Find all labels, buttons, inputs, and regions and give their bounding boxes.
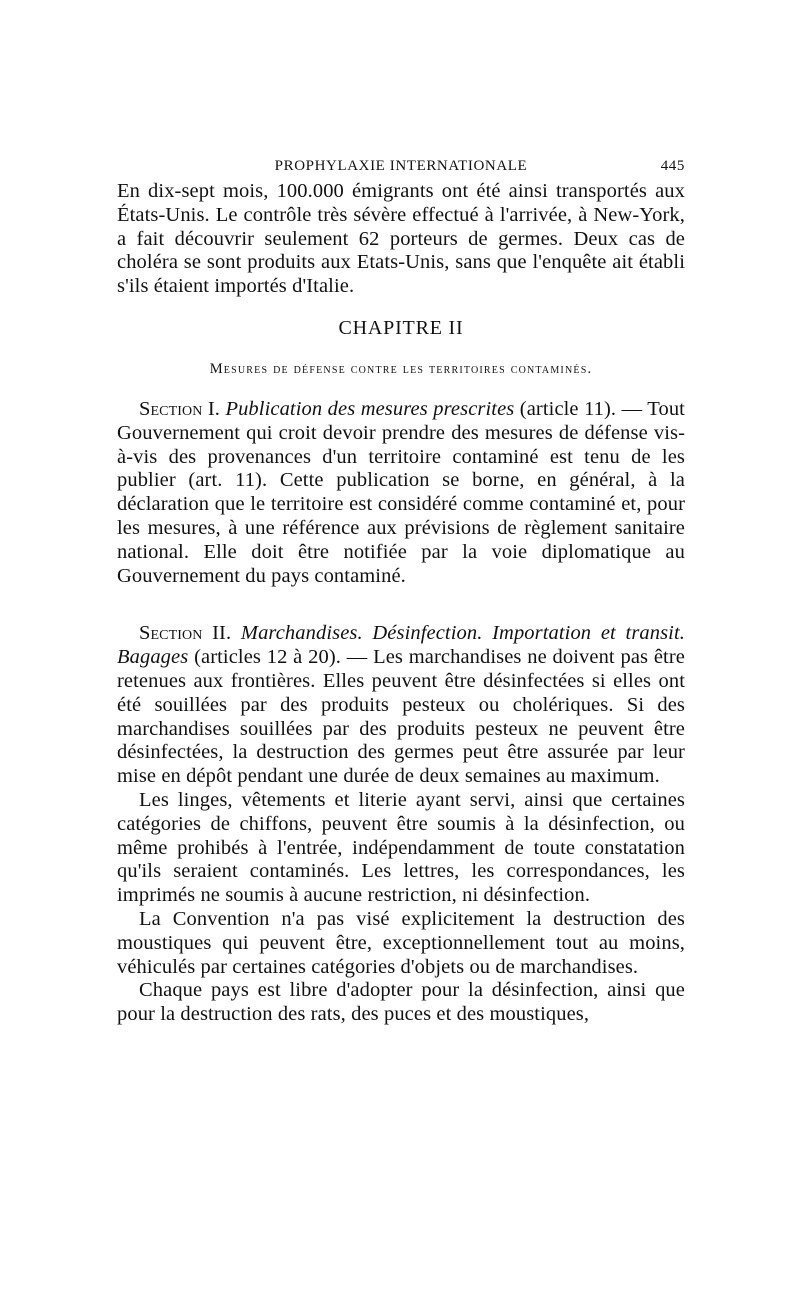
section-2-title: Marchandises. Désinfection. Importation et transit. Bagages	[117, 622, 685, 669]
linges-paragraph: Les linges, vêtements et literie ayant servi, ainsi que certaines catégories de chiffons, peuvent être soumis à la désinfection, ou même prohibés à l'entrée, indépendamment de toute constatation qu'ils seraient contaminés. Les lettres, les correspondances, les imprimés ne soumis à aucune restriction, ni désinfection.	[117, 788, 685, 907]
intro-paragraph: En dix-sept mois, 100.000 émigrants ont été ainsi transportés aux États-Unis. Le contrôle très sévère effectué à l'arrivée, à New-York, a fait découvrir seulement 62 porteurs de germes. Deux cas de choléra se sont produits aux Etats-Unis, sans que l'enquête ait établi s'ils étaient importés d'Italie.	[117, 180, 685, 298]
section-1-text: Tout Gouvernement qui croit devoir prendre des mesures de défense vis-à-vis des provenances d'un territoire contaminé est tenu de les publier (art. 11). Cette publication se borne, en général, à la déclaration que le territoire est considéré comme contaminé et, pour les mesures, à une référence aux prévisions de règlement sanitaire national. Elle doit être notifiée par la voie diplomatique au Gouvernement du pays contaminé.	[117, 397, 685, 587]
chapter-title: CHAPITRE II	[338, 316, 464, 339]
section-2-ref: (articles 12 à 20). —	[194, 646, 368, 669]
section-1-title: Publication des mesures prescrites	[225, 397, 515, 420]
book-page	[117, 150, 685, 1027]
chaque-pays-paragraph: Chaque pays est libre d'adopter pour la désinfection, ainsi que pour la destruction des rats, des puces et des moustiques,	[117, 979, 685, 1026]
running-head	[117, 150, 685, 180]
running-title: PROPHYLAXIE INTERNATIONALE	[274, 158, 528, 174]
section-1-paragraph	[117, 398, 685, 588]
convention-paragraph: La Convention n'a pas visé explicitement la destruction des moustiques qui peuvent être, exceptionnellement tout au moins, véhiculés par certaines catégories d'objets ou de marchandises.	[117, 907, 685, 978]
section-2-label: Section II.	[139, 622, 232, 645]
section-2-text: Les marchandises ne doivent pas être retenues aux frontières. Elles peuvent être désinfectées si elles ont été souillées par des produits pesteux ou cholériques. Si des marchandises souillées par des produits pesteux ne peuvent être désinfectées, la destruction des germes peut être assurée par leur mise en dépôt pendant une durée de deux semaines au maximum.	[117, 646, 685, 788]
page-number: 445	[660, 158, 685, 174]
section-1-ref: (article 11). —	[519, 397, 643, 420]
chapter-subtitle: Mesures de défense contre les territoires contaminés.	[209, 360, 593, 377]
section-2-paragraph	[117, 622, 685, 789]
section-1-label: Section I.	[139, 397, 221, 420]
